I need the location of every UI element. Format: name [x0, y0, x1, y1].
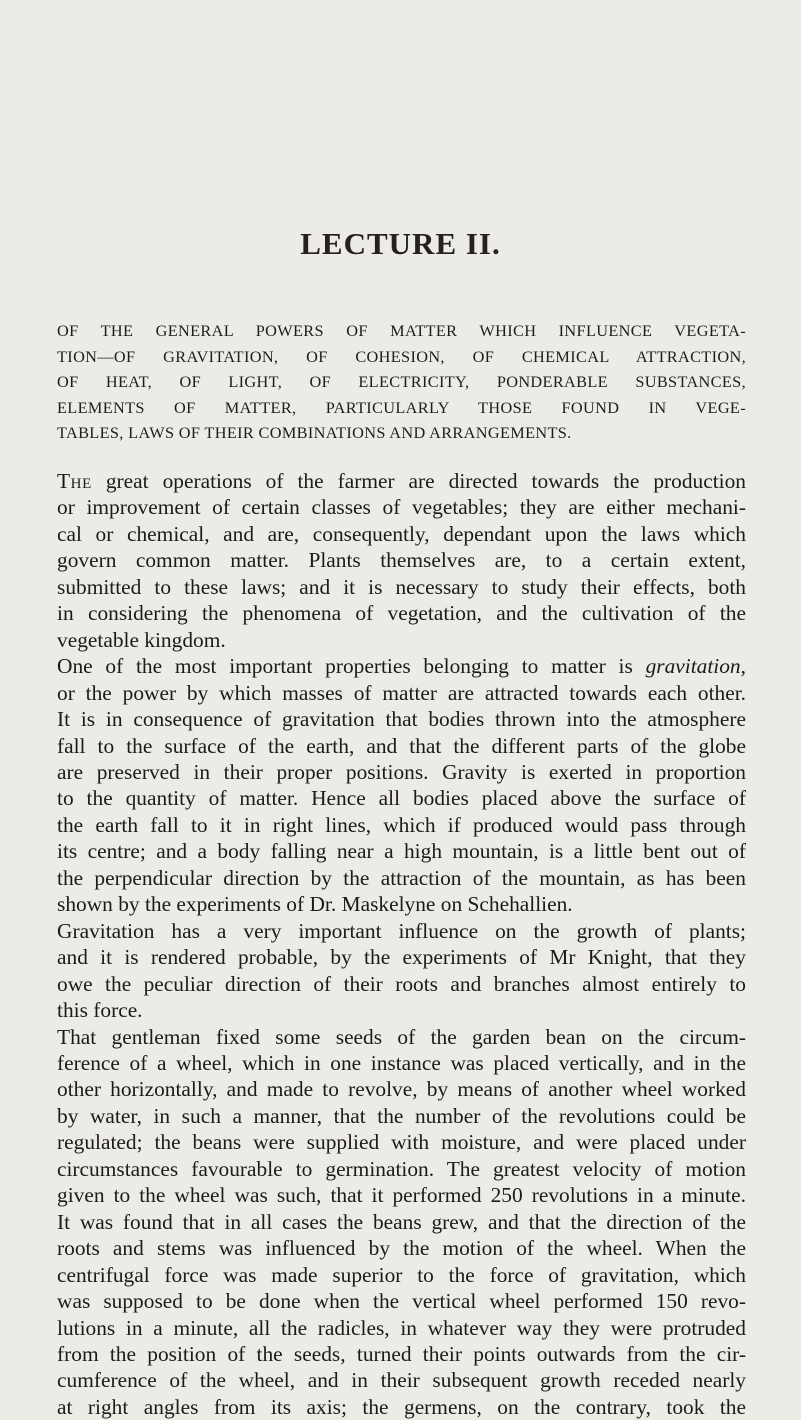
body-line: owe the peculiar direction of their roots and branches almost entirely to: [57, 971, 746, 996]
body-line: fall to the surface of the earth, and that the different parts of the globe: [57, 733, 746, 758]
body-line: centrifugal force was made superior to the force of gravitation, which: [57, 1262, 746, 1287]
summary-line: OF HEAT, OF LIGHT, OF ELECTRICITY, PONDERABLE SUBSTANCES,: [57, 372, 746, 392]
body-line: ference of a wheel, which in one instance was placed vertically, and in the: [57, 1050, 746, 1075]
body-line: [57, 653, 746, 679]
body-line: cal or chemical, and are, consequently, dependant upon the laws which: [57, 521, 746, 546]
body-line: given to the wheel was such, that it performed 250 revolutions in a minute.: [57, 1183, 746, 1208]
body-line: its centre; and a body falling near a high mountain, is a little bent out of: [57, 839, 746, 864]
body-line: lutions in a minute, all the radicles, in whatever way they were protruded: [57, 1315, 746, 1340]
lecture-title: LECTURE II.: [300, 226, 501, 261]
opening-word: The: [57, 469, 92, 493]
body-text: [57, 468, 746, 1420]
summary-line: TABLES, LAWS OF THEIR COMBINATIONS AND ARRANGEMENTS.: [57, 423, 572, 443]
body-line: submitted to these laws; and it is necessary to study their effects, both: [57, 574, 746, 599]
body-line: govern common matter. Plants themselves are, to a certain extent,: [57, 548, 746, 573]
body-line: It was found that in all cases the beans grew, and that the direction of the: [57, 1209, 746, 1234]
chapter-summary: [57, 318, 746, 446]
body-line: at right angles from its axis; the germens, on the contrary, took the: [57, 1394, 746, 1419]
body-line: are preserved in their proper positions. Gravity is exerted in proportion: [57, 759, 746, 784]
body-line: the perpendicular direction by the attraction of the mountain, as has been: [57, 865, 746, 890]
body-line: roots and stems was influenced by the motion of the wheel. When the: [57, 1236, 746, 1261]
body-line: or improvement of certain classes of vegetables; they are either mechani-: [57, 495, 746, 520]
body-line: Gravitation has a very important influence on the growth of plants;: [57, 918, 746, 943]
body-line: from the position of the seeds, turned their points outwards from the cir-: [57, 1341, 746, 1366]
body-line: circumstances favourable to germination. The greatest velocity of motion: [57, 1156, 746, 1181]
body-line: That gentleman fixed some seeds of the garden bean on the circum-: [57, 1024, 746, 1049]
body-line: It is in consequence of gravitation that bodies thrown into the atmosphere: [57, 707, 746, 732]
body-line: shown by the experiments of Dr. Maskelyne on Schehallien.: [57, 892, 573, 917]
body-line: vegetable kingdom.: [57, 627, 226, 652]
body-line: by water, in such a manner, that the number of the revolutions could be: [57, 1103, 746, 1128]
summary-line: TION—OF GRAVITATION, OF COHESION, OF CHEMICAL ATTRACTION,: [57, 346, 746, 366]
body-line: cumference of the wheel, and in their subsequent growth receded nearly: [57, 1368, 746, 1393]
body-line: to the quantity of matter. Hence all bodies placed above the surface of: [57, 786, 746, 811]
body-line: other horizontally, and made to revolve, by means of another wheel worked: [57, 1077, 746, 1102]
summary-line: OF THE GENERAL POWERS OF MATTER WHICH INFLUENCE VEGETA-: [57, 321, 746, 340]
body-line: in considering the phenomena of vegetation, and the cultivation of the: [57, 601, 746, 626]
italic-term: gravitation: [645, 654, 741, 679]
body-line-text: One of the most important properties belonging to matter is: [57, 654, 646, 679]
italic-term-suffix: ,: [740, 654, 746, 679]
body-line: the earth fall to it in right lines, which if produced would pass through: [57, 812, 746, 837]
body-line-text: great operations of the farmer are directed towards the production: [91, 469, 746, 493]
body-line: regulated; the beans were supplied with moisture, and were placed under: [57, 1130, 746, 1155]
body-line: or the power by which masses of matter are attracted towards each other.: [57, 680, 746, 705]
body-line: and it is rendered probable, by the experiments of Mr Knight, that they: [57, 945, 746, 970]
summary-line: ELEMENTS OF MATTER, PARTICULARLY THOSE FOUND IN VEGE-: [57, 397, 746, 417]
body-line: this force.: [57, 998, 143, 1023]
body-line: [57, 468, 746, 494]
body-line: was supposed to be done when the vertical wheel performed 150 revo-: [57, 1289, 746, 1314]
